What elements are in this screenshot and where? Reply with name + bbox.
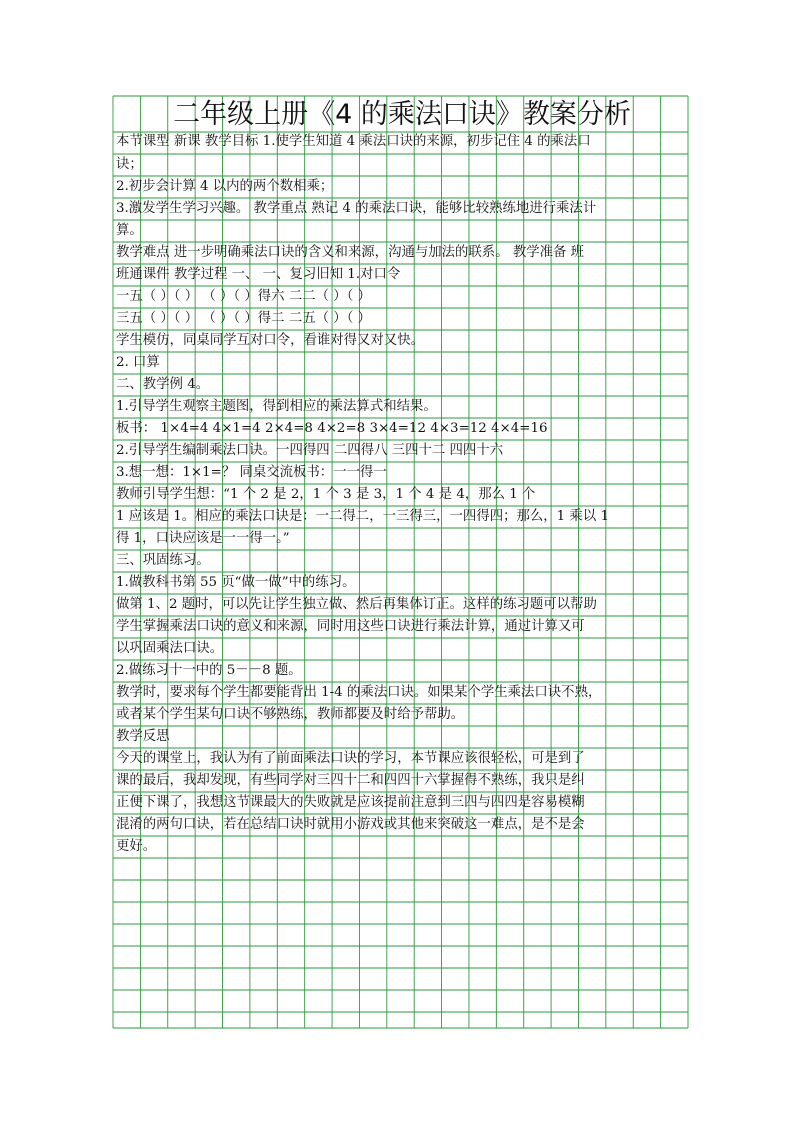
text-line: 得 1，口诀应该是一一得一。” xyxy=(116,531,290,546)
text-line: 学生模仿，同桌同学互对口令，看谁对得又对又快。 xyxy=(116,333,424,348)
text-line: 更好。 xyxy=(116,839,157,854)
text-line: 教学时，要求每个学生都要能背出 1-4 的乘法口诀。如果某个学生乘法口诀不熟， xyxy=(116,685,602,700)
text-line: 1.引导学生观察主题图，得到相应的乘法算式和结果。 xyxy=(116,399,437,414)
text-line: 板书： 1×4=4 4×1=4 2×4=8 4×2=8 3×4=12 4×3=12 4×4=16 xyxy=(116,421,548,436)
text-line: 2.引导学生编制乘法口诀。一四得四 二四得八 三四十二 四四十六 xyxy=(116,443,504,458)
text-line: 或者某个学生某句口诀不够熟练，教师都要及时给予帮助。 xyxy=(116,707,465,722)
text-line: 教学反思 xyxy=(116,729,170,744)
text-line: 混淆的两句口诀，若在总结口诀时就用小游戏或其他来突破这一难点，是不是会 xyxy=(116,817,585,832)
text-line: 做第 1、2 题时，可以先让学生独立做、然后再集体订正。这样的练习题可以帮助 xyxy=(116,597,597,612)
text-line: 1.做教科书第 55 页“做一做”中的练习。 xyxy=(116,575,356,590)
text-line: 2.做练习十一中的 5－－8 题。 xyxy=(116,663,302,678)
text-line: 诀； xyxy=(116,157,143,172)
text-line: 教学难点 进一步明确乘法口诀的含义和来源，沟通与加法的联系。 教学准备 班 xyxy=(116,245,585,260)
text-line: 3.想一想：1×1=？ 同桌交流板书：一一得一 xyxy=(116,465,387,480)
text-line: 本节课型 新课 教学目标 1.使学生知道 4 乘法口诀的来源，初步记住 4 的乘法口 xyxy=(116,134,591,149)
text-line: 算。 xyxy=(116,223,143,238)
text-line: 2. 口算 xyxy=(116,355,160,370)
text-line: 以巩固乘法口诀。 xyxy=(116,641,224,656)
text-line: 今天的课堂上，我认为有了前面乘法口诀的学习，本节课应该很轻松，可是到了 xyxy=(116,751,585,766)
text-line: 教师引导学生想：“1 个 2 是 2，1 个 3 是 3，1 个 4 是 4，那么 1 个 xyxy=(116,487,536,502)
text-line: 课的最后，我却发现，有些同学对三四十二和四四十六掌握得不熟练，我只是纠 xyxy=(116,773,585,788)
document-title: 二年级上册《4 的乘法口诀》教案分析 xyxy=(173,99,631,130)
text-line: 班通课件 教学过程 一、 一、复习旧知 1.对口令 xyxy=(116,267,401,282)
text-line: 学生掌握乘法口诀的意义和来源，同时用这些口诀进行乘法计算，通过计算又可 xyxy=(116,619,585,634)
text-line: 正便下课了，我想这节课最大的失败就是应该提前注意到三四与四四是容易模糊 xyxy=(116,795,585,810)
text-line: 三、巩固练习。 xyxy=(116,553,210,568)
text-line: 三五（ ）（ ） （ ）（ ）得二 二五（ ）（ ） xyxy=(116,311,371,326)
text-line: 1 应该是 1。相应的乘法口诀是：一二得二，一三得三，一四得四；那么，1 乘以 1 xyxy=(116,509,609,524)
text-line: 3.激发学生学习兴趣。 教学重点 熟记 4 的乘法口诀，能够比较熟练地进行乘法计 xyxy=(116,201,597,216)
text-line: 一五（ ）（ ） （ ）（ ）得六 二二（ ）（ ） xyxy=(116,289,371,304)
text-line: 2.初步会计算 4 以内的两个数相乘； xyxy=(116,179,334,194)
text-line: 二、教学例 4。 xyxy=(116,377,210,392)
